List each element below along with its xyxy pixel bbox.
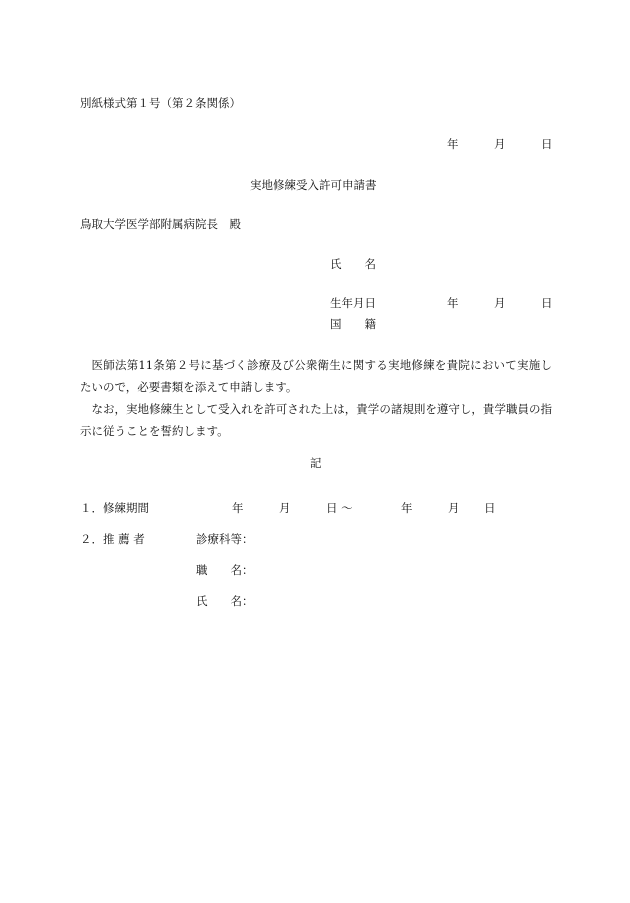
date-month: 月 [494,137,506,151]
body-paragraph-1-text: 医師法第11条第２号に基づく診療及び公衆衛生に関する実地修練を貴院において実施したいので，必要書類を添えて申請します。 [80,358,552,394]
item2-position-label: 職 名： [196,563,254,577]
applicant-nationality-label: 国 籍 [330,317,376,331]
item1-start-year: 年 [232,501,244,515]
applicant-birthdate-label: 生年月日 [330,296,376,310]
page-title: 実地修練受入許可申請書 [250,178,377,192]
birth-year: 年 [447,296,459,310]
item2-label: ２．推 薦 者 [80,532,145,546]
item1-end-day: 日 [484,501,496,515]
item2-department-label: 診療科等： [196,532,254,546]
body-paragraph-2-text: なお，実地修練生として受入れを許可された上は，貴学の諸規則を遵守し，貴学職員の指示に従うことを誓約します。 [80,402,552,438]
item1-end-year: 年 [401,501,413,515]
item1-start-month: 月 [279,501,291,515]
ki-heading: 記 [310,456,322,470]
body-paragraph-2 [80,398,552,442]
item1-start-day: 日 ～ [326,501,353,515]
birth-day: 日 [541,296,553,310]
addressee: 鳥取大学医学部附属病院長 殿 [80,217,241,231]
birth-month: 月 [494,296,506,310]
item1-label: １．修練期間 [80,501,149,515]
form-number: 別紙様式第１号（第２条関係） [80,96,241,110]
date-day: 日 [541,137,553,151]
item1-end-month: 月 [448,501,460,515]
body-paragraph-1 [80,354,552,398]
item2-name-label: 氏 名： [196,594,254,608]
applicant-name-label: 氏 名 [330,257,376,271]
date-year: 年 [447,137,459,151]
